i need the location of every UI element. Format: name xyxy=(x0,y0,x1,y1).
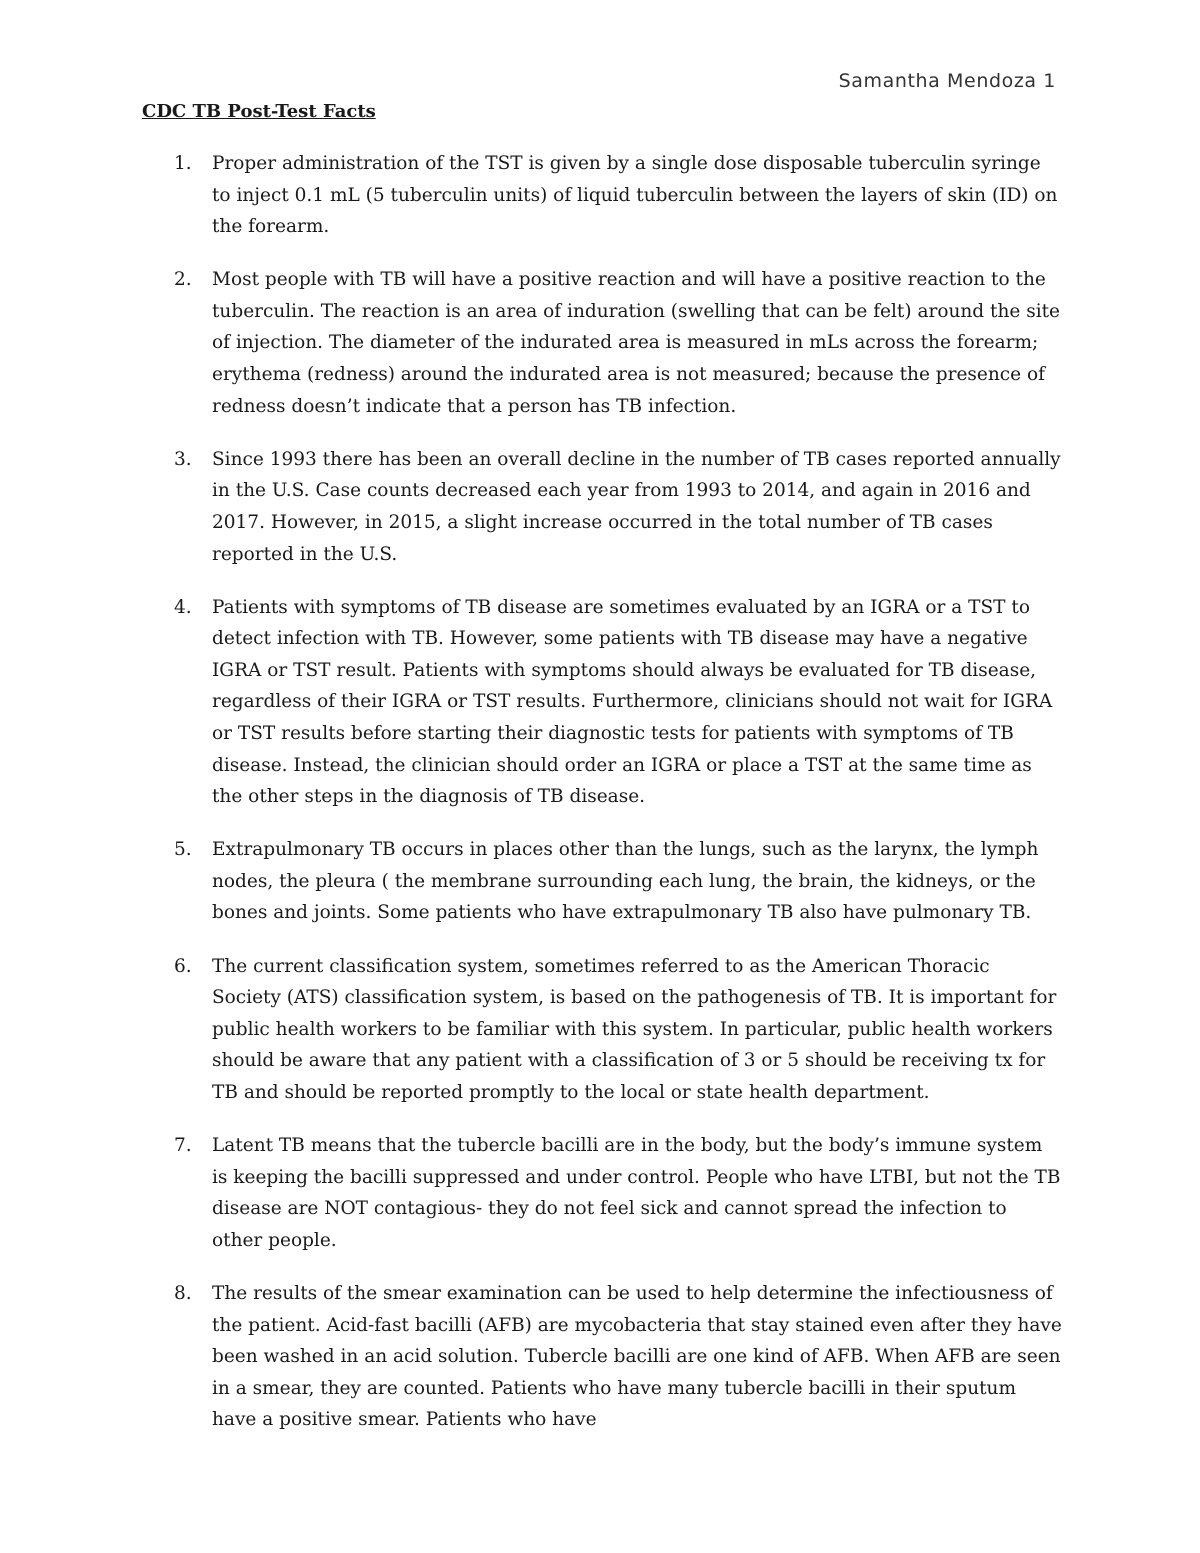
fact-text: Proper administration of the TST is given by a single dose disposable tuberculin syringe to inject 0.1 mL (5 tuberculin units) of liquid tuberculin between the layers of skin (ID) on the forearm. xyxy=(212,153,1058,238)
fact-number: 7. xyxy=(174,1135,192,1157)
fact-item xyxy=(142,834,1062,929)
fact-text: Extrapulmonary TB occurs in places other than the lungs, such as the larynx, the lymph nodes, the pleura ( the membrane surrounding each lung, the brain, the kidneys, or the bones and joints. Some patients who have extrapulmonary TB also have pulmonary TB. xyxy=(212,839,1039,924)
fact-item xyxy=(142,444,1062,570)
fact-text: The results of the smear examination can be used to help determine the infectiousness of the patient. Acid-fast bacilli (AFB) are mycobacteria that stay stained even after they have been washed in an acid solution. Tubercle bacilli are one kind of AFB. When AFB are seen in a smear, they are counted. Patients who have many tubercle bacilli in their sputum have a positive smear. Patients who have xyxy=(212,1282,1062,1431)
fact-number: 1. xyxy=(174,153,192,174)
fact-text: Since 1993 there has been an overall decline in the number of TB cases reported annually in the U.S. Case counts decreased each year from 1993 to 2014, and again in 2016 and 2017. However, in 2015, a slight increase occurred in the total number of TB cases reported in the U.S. xyxy=(212,448,1061,565)
fact-number: 3. xyxy=(174,448,192,470)
fact-item xyxy=(142,951,1062,1109)
fact-number: 2. xyxy=(174,269,192,291)
fact-item xyxy=(142,592,1062,813)
fact-item xyxy=(142,1278,1062,1436)
facts-list xyxy=(142,148,1062,1457)
fact-number: 5. xyxy=(174,839,192,861)
fact-item xyxy=(142,1130,1062,1256)
document-title: CDC TB Post-Test Facts xyxy=(142,101,376,122)
page-header-author: Samantha Mendoza 1 xyxy=(838,70,1056,92)
fact-item xyxy=(142,148,1062,243)
fact-text: Latent TB means that the tubercle bacilli are in the body, but the body’s immune system is keeping the bacilli suppressed and under control. People who have LTBI, but not the TB disease are NOT contagious- they do not feel sick and cannot spread the infection to other people. xyxy=(212,1135,1061,1251)
fact-text: Patients with symptoms of TB disease are sometimes evaluated by an IGRA or a TST to detect infection with TB. However, some patients with TB disease may have a negative IGRA or TST result. Patients with symptoms should always be evaluated for TB disease, regardless of their IGRA or TST results. Furthermore, clinicians should not wait for IGRA or TST results before starting their diagnostic tests for patients with symptoms of TB disease. Instead, the clinician should order an IGRA or place a TST at the same time as the other steps in the diagnosis of TB disease. xyxy=(212,596,1053,808)
fact-text: The current classification system, sometimes referred to as the American Thoracic Society (ATS) classification system, is based on the pathogenesis of TB. It is important for public health workers to be familiar with this system. In particular, public health workers should be aware that any patient with a classification of 3 or 5 should be receiving tx for TB and should be reported promptly to the local or state health department. xyxy=(212,955,1057,1103)
fact-text: Most people with TB will have a positive reaction and will have a positive reaction to the tuberculin. The reaction is an area of induration (swelling that can be felt) around the site of injection. The diameter of the indurated area is measured in mLs across the forearm; erythema (redness) around the indurated area is not measured; because the presence of redness doesn’t indicate that a person has TB infection. xyxy=(212,269,1060,417)
fact-number: 4. xyxy=(174,596,192,618)
fact-number: 8. xyxy=(174,1282,192,1304)
fact-number: 6. xyxy=(174,955,192,977)
fact-item xyxy=(142,264,1062,422)
